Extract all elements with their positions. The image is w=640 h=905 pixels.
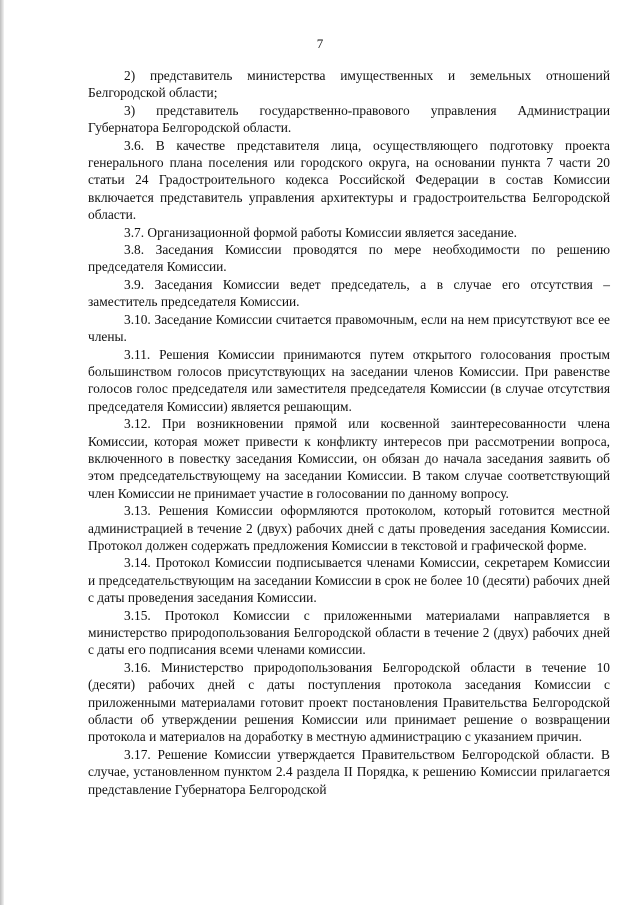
paragraph: 3.9. Заседания Комиссии ведет председатель, а в случае его отсутствия – заместитель председателя Комиссии. xyxy=(88,276,610,310)
page-number: 7 xyxy=(316,36,324,51)
paragraph: 3.16. Министерство природопользования Белгородской области в течение 10 (десяти) рабочих дней с даты поступления протокола заседания Комиссии с приложенными материалами готовит проект постановления Правительства Белгородской области об утверждении решения Комиссии или принимает решение о возвращении протокола и материалов на доработку в местную администрацию с указанием причин. xyxy=(88,659,610,745)
paragraph: 3.15. Протокол Комиссии с приложенными материалами направляется в министерство природопользования Белгородской области в течение 2 (двух) рабочих дней с даты его подписания всеми членами комиссии. xyxy=(88,607,610,658)
paragraph: 3.6. В качестве представителя лица, осуществляющего подготовку проекта генерального плана поселения или городского округа, на основании пункта 7 части 20 статьи 24 Градостроительного кодекса Российской Федерации в состав Комиссии включается представитель управления архитектуры и градостроительства Белгородской области. xyxy=(88,137,610,223)
paragraph: 3.7. Организационной формой работы Комиссии является заседание. xyxy=(124,224,518,240)
paragraph: 3.13. Решения Комиссии оформляются протоколом, который готовится местной администрацией в течение 2 (двух) рабочих дней с даты проведения заседания Комиссии. Протокол должен содержать предложения Комиссии в текстовой и графической форме. xyxy=(88,503,610,553)
paragraph: 3.12. При возникновении прямой или косвенной заинтересованности члена Комиссии, которая может привести к конфликту интересов при рассмотрении вопроса, включенного в повестку заседания Комиссии, он обязан до начала заседания заявить об этом председательствующему на заседании Комиссии. В таком случае соответствующий член Комиссии не принимает участие в голосовании по данному вопросу. xyxy=(88,416,610,501)
binding-edge xyxy=(0,0,4,905)
paragraph: 3.14. Протокол Комиссии подписывается членами Комиссии, секретарем Комиссии и председательствующим на заседании Комиссии в срок не более 10 (десяти) рабочих дней с даты проведения заседания Комиссии. xyxy=(88,555,610,606)
paragraph: 2) представитель министерства имущественных и земельных отношений Белгородской области; xyxy=(88,68,610,101)
paragraph: 3.11. Решения Комиссии принимаются путем открытого голосования простым большинством голосов присутствующих на заседании членов Комиссии. При равенстве голосов голос председателя или заместителя председателя Комиссии (в случае отсутствия председателя Комиссии) является решающим. xyxy=(88,346,610,414)
paragraph: 3.17. Решение Комиссии утверждается Правительством Белгородской области. В случае, установленном пунктом 2.4 раздела II Порядка, к решению Комиссии прилагается представление Губернатора Белгородской xyxy=(88,746,610,797)
document-body xyxy=(88,67,610,798)
paragraph: 3.8. Заседания Комиссии проводятся по мере необходимости по решению председателя Комиссии. xyxy=(88,242,610,275)
paragraph: 3) представитель государственно-правового управления Администрации Губернатора Белгородской области. xyxy=(88,102,610,136)
paragraph: 3.10. Заседание Комиссии считается правомочным, если на нем присутствуют все ее члены. xyxy=(88,311,610,345)
